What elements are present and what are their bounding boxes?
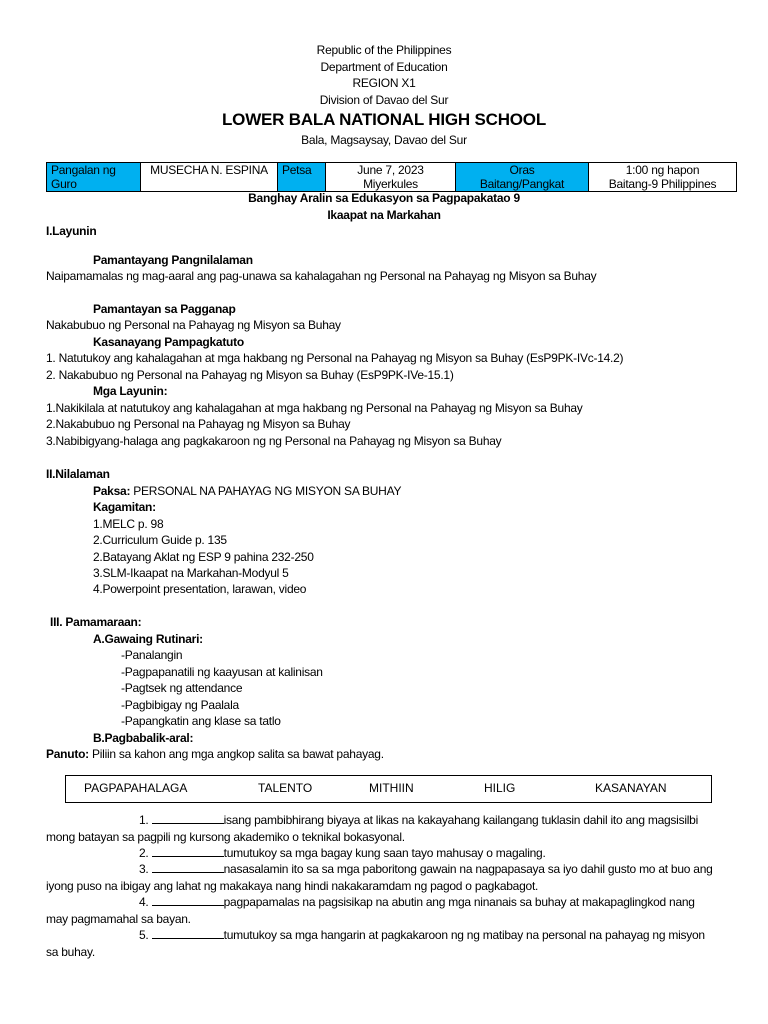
materials-heading: Kagamitan: xyxy=(93,500,156,514)
question-number: 4. xyxy=(139,895,149,909)
instruction-label: Panuto: xyxy=(46,747,89,761)
routine-item: -Papangkatin ang klase sa tatlo xyxy=(121,714,281,728)
question-text: tumutukoy sa mga hangarin at pagkakaroon ng ng matibay na personal na pahayag ng misyon xyxy=(223,928,705,942)
division-line: Division of Davao del Sur xyxy=(319,93,449,107)
instruction-text: Piliin sa kahon ang mga angkop salita sa bawat pahayag. xyxy=(88,747,384,761)
competency-item: 2. Nakabubuo ng Personal na Pahayag ng Misyon sa Buhay (EsP9PK-IVe-15.1) xyxy=(46,368,454,382)
teacher-name-value: MUSECHA N. ESPINA xyxy=(141,163,278,192)
question-text: nasasalamin ito sa sa mga paboritong gawain na nagpapasaya sa iyo dahil gusto mo at buo ang xyxy=(223,862,713,876)
objective-item: 3.Nabibigyang-halaga ang pagkakaroon ng ng Personal na Pahayag ng Misyon sa Buhay xyxy=(46,434,502,448)
instruction-line xyxy=(46,747,384,761)
objectives-heading: Mga Layunin: xyxy=(93,384,168,398)
time-grade-label xyxy=(456,163,589,192)
date-value xyxy=(326,163,456,192)
performance-standard-heading: Pamantayan sa Pagganap xyxy=(93,302,236,316)
section-nilalaman-heading: II.Nilalaman xyxy=(46,467,110,481)
answer-blank[interactable] xyxy=(152,895,224,906)
word-option: PAGPAPAHALAGA xyxy=(84,781,188,795)
objective-item: 1.Nakikilala at natutukoy ang kahalagahan at mga hakbang ng Personal na Pahayag ng Misyon sa Buhay xyxy=(46,401,583,415)
topic-label: Paksa: xyxy=(93,484,131,498)
teacher-name-label: Pangalan ng Guro xyxy=(47,163,141,192)
date-line-2: Miyerkules xyxy=(363,177,418,191)
answer-blank[interactable] xyxy=(152,846,224,857)
word-option: HILIG xyxy=(484,781,516,795)
topic-line xyxy=(93,484,401,498)
department-line: Department of Education xyxy=(320,60,448,74)
region-line: REGION X1 xyxy=(352,76,416,90)
topic-value: PERSONAL NA PAHAYAG NG MISYON SA BUHAY xyxy=(130,484,402,498)
question-item xyxy=(139,813,698,827)
competency-heading: Kasanayang Pampagkatuto xyxy=(93,335,244,349)
question-text: tumutukoy sa mga bagay kung saan tayo mahusay o magaling. xyxy=(223,846,546,860)
routine-item: -Pagtsek ng attendance xyxy=(121,681,243,695)
content-standard-heading: Pamantayang Pangnilalaman xyxy=(93,253,253,267)
question-continuation: mong batayan sa pagpili ng kursong akademiko o teknikal bokasyonal. xyxy=(46,830,405,844)
section-layunin-heading: I.Layunin xyxy=(46,224,97,238)
routine-item: -Pagpapanatili ng kaayusan at kalinisan xyxy=(121,665,323,679)
answer-blank[interactable] xyxy=(152,928,224,939)
time-grade-value xyxy=(589,163,737,192)
question-number: 3. xyxy=(139,862,149,876)
word-option: TALENTO xyxy=(258,781,313,795)
school-name: LOWER BALA NATIONAL HIGH SCHOOL xyxy=(221,110,547,129)
competency-item: 1. Natutukoy ang kahalagahan at mga hakbang ng Personal na Pahayag ng Misyon sa Buhay (EsP9PK-IVc-14.2) xyxy=(46,351,624,365)
performance-standard-text: Nakabubuo ng Personal na Pahayag ng Misyon sa Buhay xyxy=(46,318,341,332)
grade-section-label: Baitang/Pangkat xyxy=(479,177,565,191)
question-item xyxy=(139,928,705,942)
question-continuation: iyong puso na ibigay ang lahat ng makakaya nang hindi nakakaramdam ng pagod o pagkabagot. xyxy=(46,879,539,893)
question-number: 1. xyxy=(139,813,149,827)
material-item: 2.Curriculum Guide p. 135 xyxy=(93,533,227,547)
question-continuation: sa buhay. xyxy=(46,945,95,959)
objective-item: 2.Nakabubuo ng Personal na Pahayag ng Misyon sa Buhay xyxy=(46,417,351,431)
material-item: 4.Powerpoint presentation, larawan, video xyxy=(93,582,307,596)
routine-item: -Panalangin xyxy=(121,648,183,662)
answer-blank[interactable] xyxy=(152,862,224,873)
question-continuation: may pagmamahal sa bayan. xyxy=(46,912,191,926)
question-item xyxy=(139,895,695,909)
time-label: Oras xyxy=(509,163,535,177)
plan-quarter: Ikaapat na Markahan xyxy=(327,208,441,222)
content-standard-text: Naipamamalas ng mag-aaral ang pag-unawa sa kahalagahan ng Personal na Pahayag ng Misyon sa Buhay xyxy=(46,269,597,283)
routine-heading: A.Gawaing Rutinari: xyxy=(93,632,203,646)
question-text: isang pambibhirang biyaya at likas na kakayahang kailangang tuklasin dahil ito ang magsisilbi xyxy=(223,813,699,827)
question-text: pagpapamalas na pagsisikap na abutin ang mga ninanais sa buhay at makapaglingkod nang xyxy=(223,895,695,909)
teacher-info-table xyxy=(46,162,737,192)
date-label: Petsa xyxy=(278,163,326,192)
material-item: 1.MELC p. 98 xyxy=(93,517,164,531)
material-item: 2.Batayang Aklat ng ESP 9 pahina 232-250 xyxy=(93,550,314,564)
school-address: Bala, Magsaysay, Davao del Sur xyxy=(301,133,467,147)
answer-blank[interactable] xyxy=(152,813,224,824)
question-item xyxy=(139,846,546,860)
grade-section-value: Baitang-9 Philippines xyxy=(608,177,717,191)
question-number: 5. xyxy=(139,928,149,942)
plan-title: Banghay Aralin sa Edukasyon sa Pagpapakatao 9 xyxy=(248,191,520,205)
time-value: 1:00 ng hapon xyxy=(625,163,700,177)
routine-item: -Pagbibigay ng Paalala xyxy=(121,698,239,712)
review-heading: B.Pagbabalik-aral: xyxy=(93,731,194,745)
material-item: 3.SLM-Ikaapat na Markahan-Modyul 5 xyxy=(93,566,289,580)
word-choice-box xyxy=(65,775,712,803)
date-line-1: June 7, 2023 xyxy=(357,163,424,177)
question-item xyxy=(139,862,713,876)
word-option: KASANAYAN xyxy=(595,781,667,795)
word-option: MITHIIN xyxy=(369,781,414,795)
question-number: 2. xyxy=(139,846,149,860)
republic-line: Republic of the Philippines xyxy=(316,43,452,57)
section-pamamaraan-heading: III. Pamamaraan: xyxy=(50,615,142,629)
